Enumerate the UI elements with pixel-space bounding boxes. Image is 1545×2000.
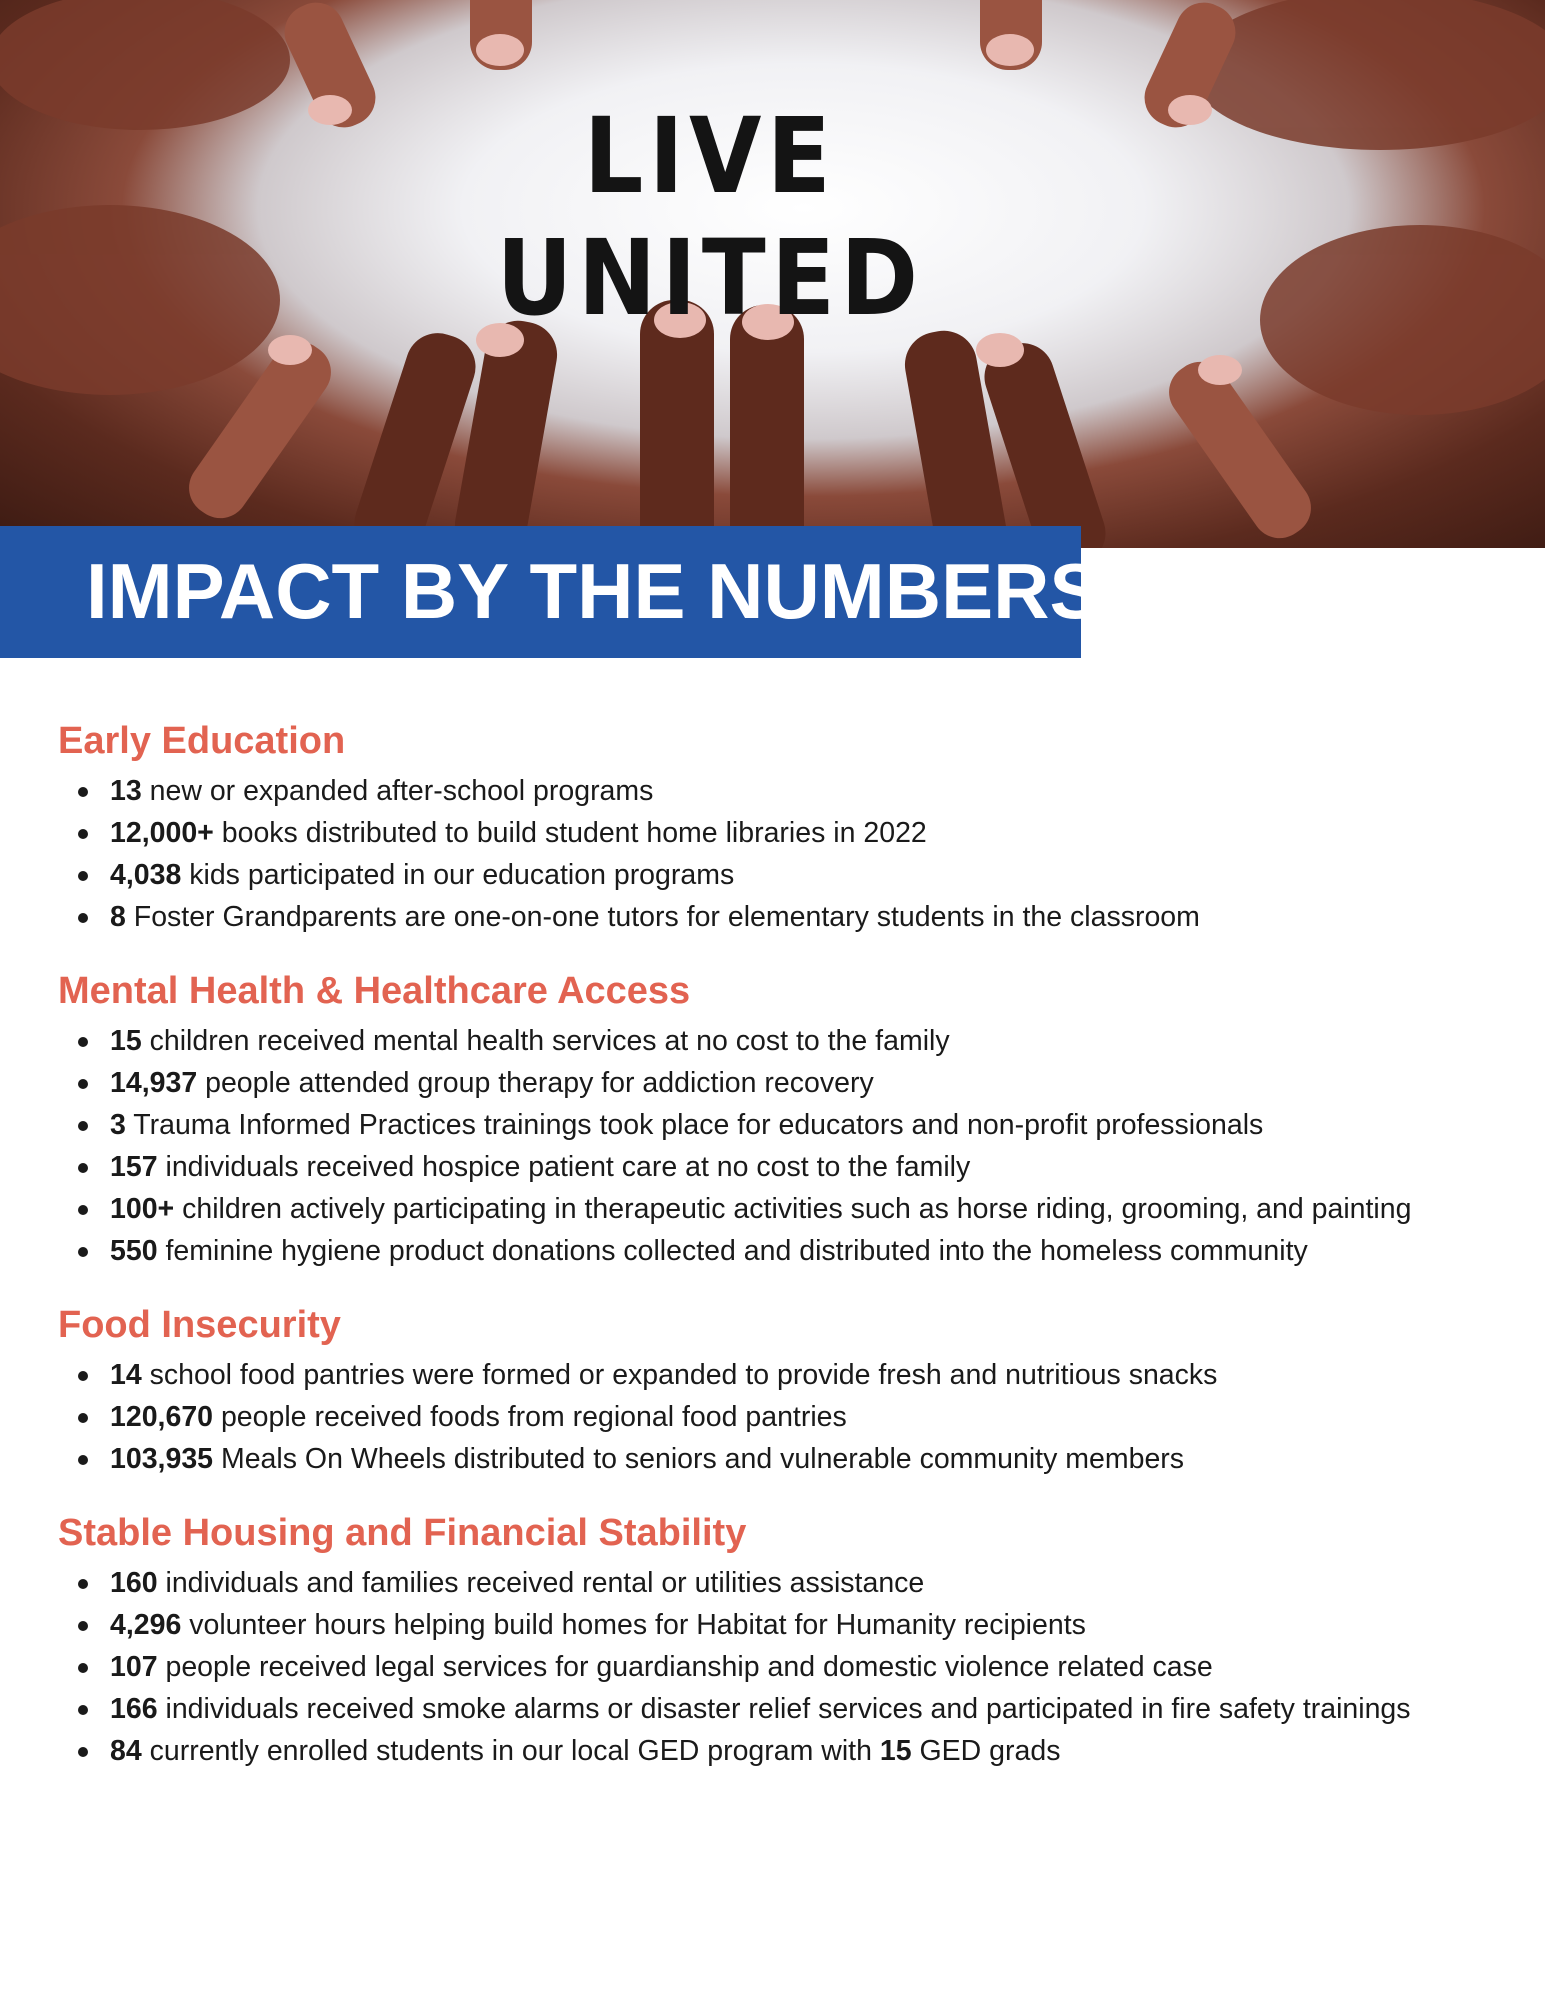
hero-image [0, 0, 1545, 548]
stat-text: feminine hygiene product donations collected and distributed into the homeless community [165, 1235, 1308, 1267]
list-item [58, 1062, 1498, 1104]
list-item [58, 1730, 1498, 1772]
stat-number: 3 [110, 1109, 126, 1141]
stat-text: GED grads [919, 1735, 1061, 1767]
list-item [58, 812, 1498, 854]
list-item [58, 1438, 1498, 1480]
stat-number: 8 [110, 901, 126, 933]
stat-text: kids participated in our education programs [189, 859, 735, 891]
stat-text: Meals On Wheels distributed to seniors and vulnerable community members [220, 1443, 1185, 1475]
stat-number: 15 [110, 1025, 142, 1057]
section-title: Early Education [58, 720, 346, 762]
list-item [58, 896, 1498, 938]
section-title: Mental Health & Healthcare Access [58, 970, 691, 1012]
section-title: Stable Housing and Financial Stability [58, 1512, 747, 1554]
list-item [58, 1646, 1498, 1688]
section-food-insecurity [58, 1300, 1498, 1480]
section-title: Food Insecurity [58, 1304, 341, 1346]
stat-text: people received foods from regional food pantries [220, 1401, 847, 1433]
list-item [58, 1146, 1498, 1188]
list-item [58, 1688, 1498, 1730]
live-united-text: LIVE UNITED [496, 95, 924, 339]
stat-list [58, 770, 1498, 938]
stat-number: 160 [110, 1567, 158, 1599]
section-mental-health [58, 966, 1498, 1272]
section-early-education [58, 716, 1498, 938]
stat-text: people received legal services for guardianship and domestic violence related case [165, 1651, 1213, 1683]
stat-number: 12,000+ [110, 817, 214, 849]
list-item [58, 1020, 1498, 1062]
list-item [58, 770, 1498, 812]
stat-number: 4,038 [110, 859, 182, 891]
list-item [58, 1396, 1498, 1438]
stat-text: Trauma Informed Practices trainings took place for educators and non-profit professionals [133, 1109, 1264, 1141]
stat-number: 13 [110, 775, 142, 807]
stat-number: 14 [110, 1359, 142, 1391]
page-title: IMPACT BY THE NUMBERS [86, 547, 1102, 635]
stat-number: 15 [879, 1735, 912, 1767]
stat-text: children received mental health services at no cost to the family [149, 1025, 950, 1057]
title-banner [0, 526, 1102, 658]
stat-text: individuals and families received rental or utilities assistance [165, 1567, 925, 1599]
stat-number: 103,935 [110, 1443, 214, 1475]
stat-text: school food pantries were formed or expanded to provide fresh and nutritious snacks [149, 1359, 1218, 1391]
stat-list [58, 1354, 1498, 1480]
section-stable-housing [58, 1508, 1498, 1772]
list-item [58, 1104, 1498, 1146]
stat-text: Foster Grandparents are one-on-one tutors for elementary students in the classroom [133, 901, 1200, 933]
stat-text: individuals received smoke alarms or disaster relief services and participated in fire safety trainings [165, 1693, 1411, 1725]
list-item [58, 1604, 1498, 1646]
list-item [58, 1188, 1498, 1230]
stat-number: 4,296 [110, 1609, 182, 1641]
stat-text: individuals received hospice patient care at no cost to the family [165, 1151, 971, 1183]
stat-text: books distributed to build student home libraries in 2022 [221, 817, 927, 849]
stat-number: 14,937 [110, 1067, 198, 1099]
stat-text: people attended group therapy for addiction recovery [205, 1067, 874, 1099]
list-item [58, 1230, 1498, 1272]
stat-number: 120,670 [110, 1401, 214, 1433]
stat-text: new or expanded after-school programs [149, 775, 654, 807]
stat-number: 107 [110, 1651, 158, 1683]
impact-content [58, 716, 1498, 1800]
stat-text: currently enrolled students in our local GED program with [149, 1735, 872, 1767]
stat-text: children actively participating in therapeutic activities such as horse riding, grooming, and painting [182, 1193, 1412, 1225]
list-item [58, 1562, 1498, 1604]
stat-number: 84 [110, 1735, 142, 1767]
stat-list [58, 1020, 1498, 1272]
stat-number: 100+ [110, 1193, 175, 1225]
stat-text: volunteer hours helping build homes for Habitat for Humanity recipients [189, 1609, 1086, 1641]
stat-number: 550 [110, 1235, 158, 1267]
stat-list [58, 1562, 1498, 1772]
stat-number: 166 [110, 1693, 158, 1725]
list-item [58, 1354, 1498, 1396]
list-item [58, 854, 1498, 896]
stat-number: 157 [110, 1151, 158, 1183]
